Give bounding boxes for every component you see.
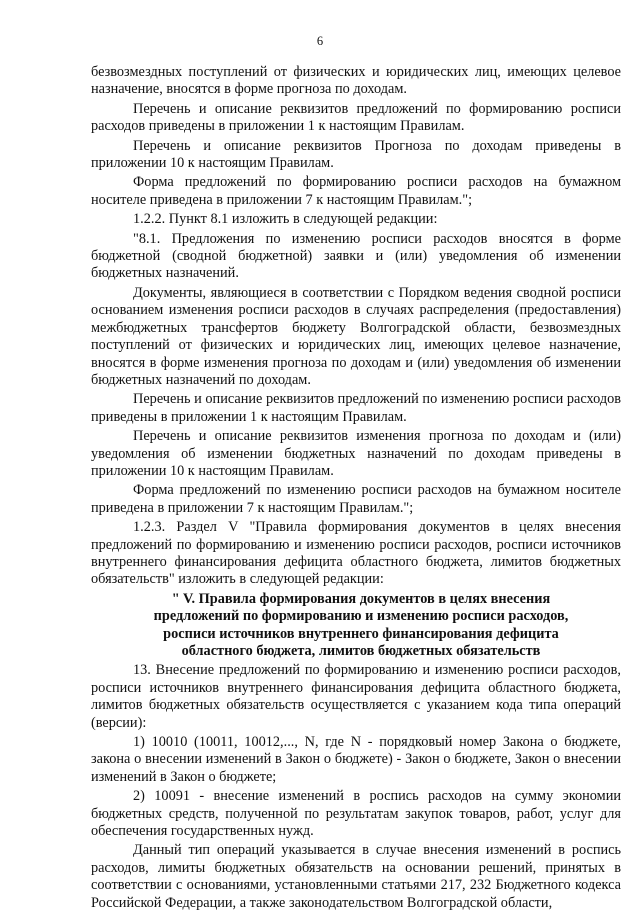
paragraph: Перечень и описание реквизитов предложений по изменению росписи расходов приведены в приложении 1 к настоящим Правилам. [91, 391, 621, 425]
heading-line: росписи источников внутреннего финансирования дефицита [163, 625, 559, 642]
paragraph: 1.2.2. Пункт 8.1 изложить в следующей редакции: [133, 211, 438, 228]
paragraph: Перечень и описание реквизитов предложений по формированию росписи расходов приведены в приложении 1 к настоящим Правилам. [91, 100, 621, 135]
paragraph: Перечень и описание реквизитов Прогноза по доходам приведены в приложении 10 к настоящим Правилам. [91, 137, 621, 172]
paragraph: Документы, являющиеся в соответствии с Порядком ведения сводной росписи основанием изменения росписи расходов в случаях распределения (предоставления) межбюджетных трансфертов бюджету Волгоградской области, безвозмездных поступлений от физических и юридических лиц, имеющих целевое назначение, вносятся в форме изменения прогноза по доходам и (или) уведомления об изменении бюджетных назначений по доходам. [91, 284, 621, 388]
paragraph: 13. Внесение предложений по формированию и изменению росписи расходов, росписи источников внутреннего финансирования дефицита областного бюджета, лимитов бюджетных обязательств осуществляется с указанием кода типа операций (версии): [91, 662, 621, 731]
list-item: 1) 10010 (10011, 10012,..., N, где N - порядковый номер Закона о бюджете, закона о внесении изменений в Закон о бюджете) - Закон о бюджете, Закон о внесении изменений в Закон о бюджете; [91, 734, 621, 785]
heading-line: областного бюджета, лимитов бюджетных обязательств [181, 643, 541, 659]
list-item: 2) 10091 - внесение изменений в роспись расходов на сумму экономии бюджетных средств, полученной по результатам закупок товаров, работ, услуг для обеспечения государственных нужд. [91, 788, 621, 840]
paragraph: 1.2.3. Раздел V "Правила формирования документов в целях внесения предложений по формированию и изменению росписи расходов, росписи источников внутреннего финансирования дефицита областного бюджета, лимитов бюджетных обязательств" изложить в следующей редакции: [91, 519, 621, 588]
paragraph: Форма предложений по изменению росписи расходов на бумажном носителе приведена в приложении 7 к настоящим Правилам."; [91, 482, 621, 516]
paragraph: Перечень и описание реквизитов изменения прогноза по доходам и (или) уведомления об изменении бюджетных назначений по доходам приведены в приложении 10 к настоящим Правилам. [91, 428, 621, 479]
paragraph: "8.1. Предложения по изменению росписи расходов вносятся в форме бюджетной (сводной бюджетной) заявки и (или) уведомления об изменении бюджетных назначений. [91, 230, 621, 282]
document-body [91, 64, 621, 914]
heading-line: предложений по формированию и изменению росписи расходов, [153, 608, 569, 625]
section-heading [91, 591, 621, 661]
paragraph: Данный тип операций указывается в случае внесения изменений в роспись расходов, лимиты бюджетных обязательств на основании решений, принятых в соответствии с основаниями, установленными статьями 217, 232 Бюджетного кодекса Российской Федерации, а также законодательством Волгоградской области, [91, 842, 621, 911]
page-number: 6 [316, 34, 324, 48]
paragraph-continuation: безвозмездных поступлений от физических и юридических лиц, имеющих целевое назначение, вносятся в форме прогноза по доходам. [91, 64, 621, 98]
heading-line: " V. Правила формирования документов в целях внесения [171, 590, 551, 607]
paragraph: Форма предложений по формированию росписи расходов на бумажном носителе приведена в приложении 7 к настоящим Правилам."; [91, 174, 621, 208]
